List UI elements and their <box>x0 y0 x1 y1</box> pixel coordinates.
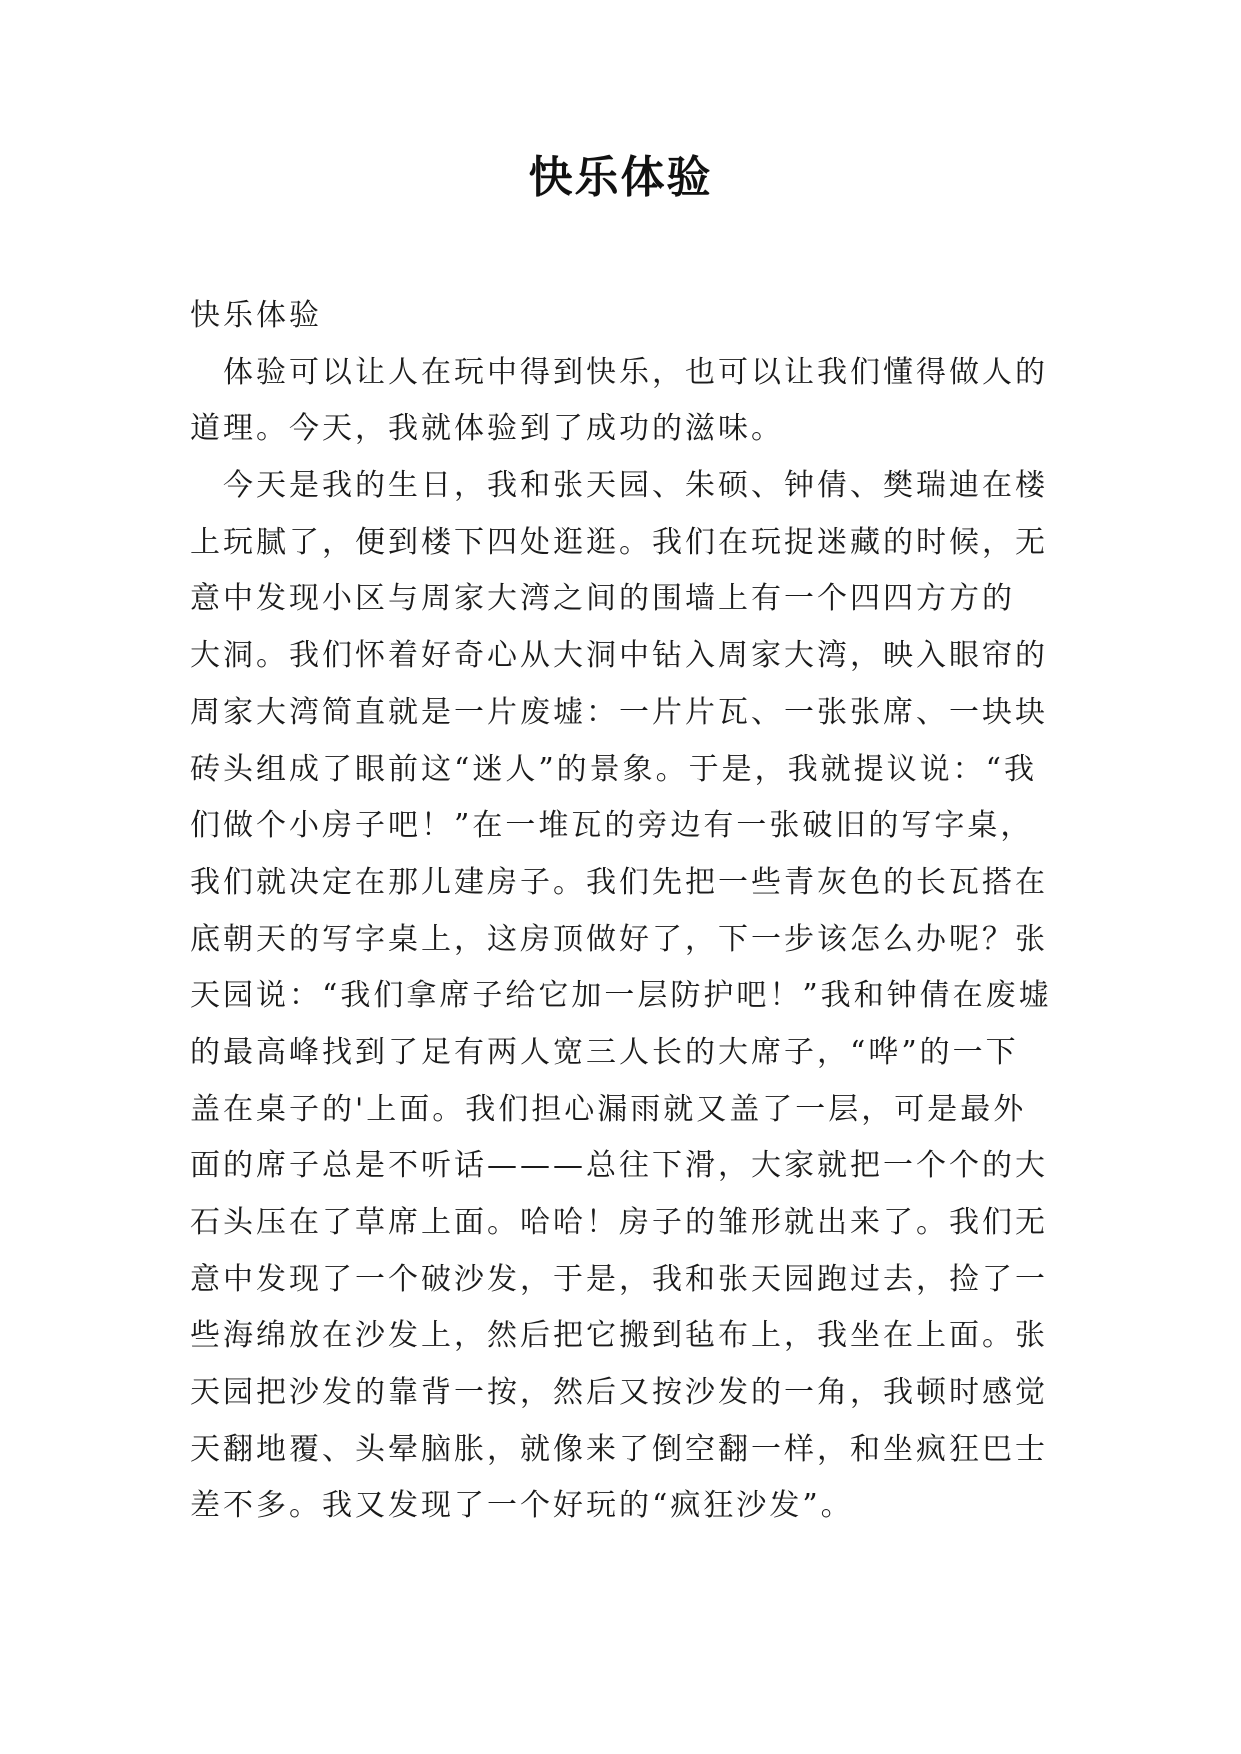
text-line: 的最高峰找到了足有两人宽三人长的大席子，“哗”的一下 <box>190 1034 1019 1070</box>
text-line: 天翻地覆、头晕脑胀，就像来了倒空翻一样，和坐疯狂巴士 <box>190 1431 1048 1467</box>
text-line: 差不多。我又发现了一个好玩的“疯狂沙发”。 <box>190 1488 854 1524</box>
text-line: 天园把沙发的靠背一按，然后又按沙发的一角，我顿时感觉 <box>190 1375 1048 1411</box>
text-line: 意中发现了一个破沙发，于是，我和张天园跑过去，捡了一 <box>190 1261 1048 1297</box>
text-line: 石头压在了草席上面。哈哈！房子的雏形就出来了。我们无 <box>190 1205 1048 1240</box>
text-line: 些海绵放在沙发上，然后把它搬到毡布上，我坐在上面。张 <box>190 1318 1048 1354</box>
document-title: 快乐体验 <box>528 152 713 203</box>
text-line: 意中发现小区与周家大湾之间的围墙上有一个四四方方的 <box>190 581 1015 617</box>
document-subtitle: 快乐体验 <box>190 298 322 333</box>
text-line: 体验可以让人在玩中得到快乐，也可以让我们懂得做人的 <box>190 354 1048 390</box>
text-line: 砖头组成了眼前这“迷人”的景象。于是，我就提议说：“我 <box>190 751 1038 787</box>
text-line: 大洞。我们怀着好奇心从大洞中钻入周家大湾，映入眼帘的 <box>190 638 1048 674</box>
text-line: 天园说：“我们拿席子给它加一层防护吧！”我和钟倩在废墟 <box>190 978 1052 1014</box>
text-line: 我们就决定在那儿建房子。我们先把一些青灰色的长瓦搭在 <box>190 864 1048 900</box>
text-line: 今天是我的生日，我和张天园、朱硕、钟倩、樊瑞迪在楼 <box>190 468 1048 504</box>
text-line: 上玩腻了，便到楼下四处逛逛。我们在玩捉迷藏的时候，无 <box>190 524 1048 560</box>
text-line: 盖在桌子的'上面。我们担心漏雨就又盖了一层，可是最外 <box>190 1091 1027 1127</box>
text-line: 道理。今天，我就体验到了成功的滋味。 <box>190 411 784 447</box>
text-line: 底朝天的写字桌上，这房顶做好了，下一步该怎么办呢？张 <box>190 921 1048 957</box>
paragraph-2 <box>190 458 1050 1535</box>
text-line: 面的席子总是不听话———总往下滑，大家就把一个个的大 <box>190 1148 1048 1184</box>
document-body <box>190 288 1050 1535</box>
text-line: 周家大湾简直就是一片废墟：一片片瓦、一张张席、一块块 <box>190 694 1048 730</box>
paragraph-1 <box>190 345 1050 458</box>
text-line: 们做个小房子吧！”在一堆瓦的旁边有一张破旧的写字桌， <box>190 808 1034 844</box>
